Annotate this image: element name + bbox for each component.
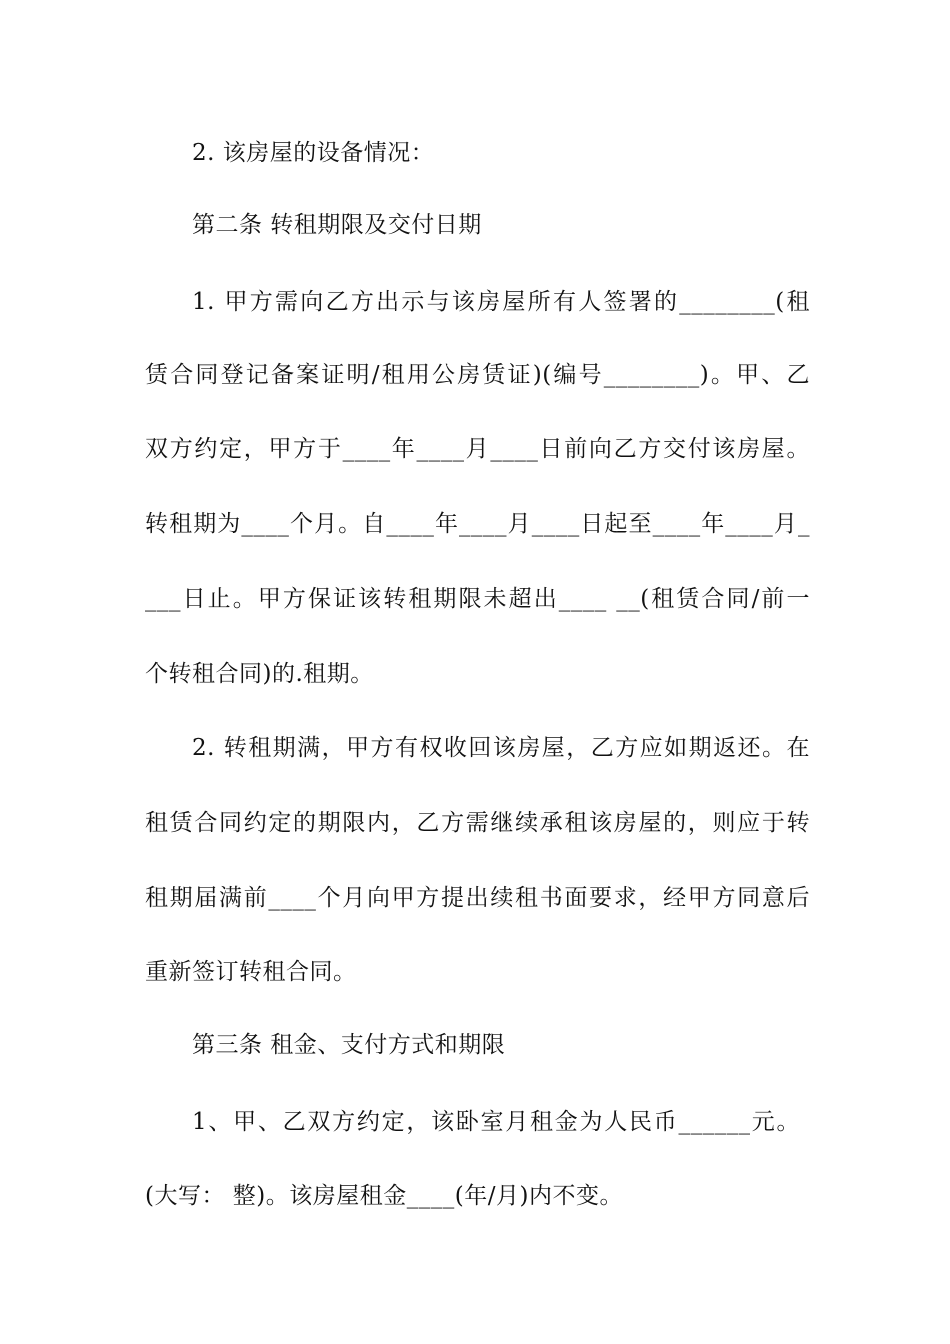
paragraph-line: 重新签订转租合同。 (145, 959, 357, 985)
paragraph-line: 双方约定，甲方于____年____月____日前向乙方交付该房屋。 (145, 436, 810, 462)
paragraph-line: 租期届满前____个月向甲方提出续租书面要求，经甲方同意后 (145, 885, 810, 911)
paragraph-line: 1. 甲方需向乙方出示与该房屋所有人签署的________(租 (192, 289, 810, 315)
paragraph-line: 2. 转租期满，甲方有权收回该房屋，乙方应如期返还。在 (192, 735, 810, 761)
paragraph-line: 个转租合同)的.租期。 (145, 661, 374, 687)
paragraph-line: 租赁合同约定的期限内，乙方需继续承租该房屋的，则应于转 (145, 810, 810, 836)
article-2-heading: 第二条 转租期限及交付日期 (192, 212, 482, 238)
paragraph-line: 赁合同登记备案证明/租用公房赁证)(编号________)。甲、乙 (145, 362, 810, 388)
paragraph-line: (大写： 整)。该房屋租金____(年/月)内不变。 (145, 1183, 623, 1209)
equipment-heading: 2. 该房屋的设备情况： (192, 140, 435, 166)
paragraph-line: ___日止。甲方保证该转租期限未超出____ __(租赁合同/前一 (145, 586, 810, 612)
article-3-heading: 第三条 租金、支付方式和期限 (192, 1032, 506, 1058)
paragraph-line: 转租期为____个月。自____年____月____日起至____年____月_ (145, 511, 810, 537)
paragraph-line: 1、甲、乙双方约定，该卧室月租金为人民币______元。 (192, 1109, 800, 1135)
